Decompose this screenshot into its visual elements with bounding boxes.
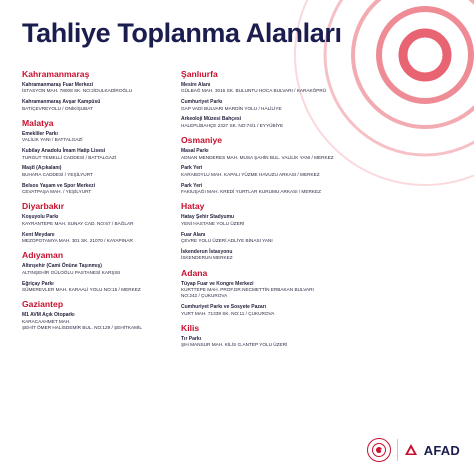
list-item — [181, 116, 389, 129]
footer-logos — [367, 438, 460, 462]
location-address: MEZOPOTAMYA MAH. 301 SK. 21070 / KAYAPINAR — [22, 238, 133, 244]
location-name: Eğriçay Parkı — [22, 280, 54, 287]
list-item — [181, 99, 389, 112]
list-item — [181, 183, 389, 196]
location-address-line2: ŞEHİT ÖMER HALİSDEMİR BUL. NO:129 / ŞEHİTKAMİL — [22, 325, 142, 331]
location-name: Park Yeri — [181, 182, 203, 189]
location-name: Kent Meydanı — [22, 231, 55, 238]
list-item — [181, 214, 389, 227]
city-heading: Malatya — [22, 118, 54, 129]
afad-logo-text: AFAD — [423, 442, 460, 458]
location-name: Cumhuriyet Parkı ve Sosyete Pazarı — [181, 304, 267, 311]
location-address: BATIÇEVREYOLU / ONİKİŞUBAT — [22, 105, 93, 111]
location-address: GAP VADİ BULVARI MARDİN YOLU / HALİLİYE — [181, 105, 282, 111]
location-name: Emekliler Parkı — [22, 131, 58, 138]
location-address: KARACAAHMET MAH. — [22, 318, 71, 324]
list-item — [181, 165, 389, 178]
afad-emblem-icon — [404, 443, 418, 457]
location-name: İskenderun İstasyonu — [181, 248, 233, 255]
location-address: TURGUT TEMELLİ CADDESİ / BATTALGAZİ — [22, 154, 117, 160]
location-address: GÜLBAĞ MAH. 3016 SK. BULUNTU HOCA BULVARI / KARAKÖPRÜ — [181, 88, 327, 94]
city-heading: Adana — [181, 267, 208, 278]
location-name: Fuar Alanı — [181, 231, 206, 238]
city-block — [181, 135, 389, 195]
logo-divider — [397, 439, 398, 461]
location-address: İSTASYON MAH. 78008 SK. NO:2/DULKADİROĞLU — [22, 88, 133, 94]
location-name: Masal Parkı — [181, 148, 209, 155]
location-name: Kahramanmaraş Avşar Kampüsü — [22, 99, 101, 106]
location-address: ÇEVRE YOLU ÜZERİ ADLİYE BİNASI YANI — [181, 238, 273, 244]
city-block — [181, 268, 389, 317]
city-heading: Osmaniye — [181, 135, 223, 146]
location-name: M1 AVM Açık Otoparkı — [22, 312, 75, 319]
city-heading: Gaziantep — [22, 299, 64, 310]
location-address: VALİLİK YANI / BATTALGAZİ — [22, 137, 83, 143]
location-name: Arkeoloji Müzesi Bahçesi — [181, 116, 242, 123]
location-address: HALEPLİBAHÇE 2327 SK. NO:74/1 / EYYÜBİYE — [181, 122, 284, 128]
city-heading: Adıyaman — [22, 250, 64, 261]
list-item — [181, 148, 389, 161]
list-item — [181, 232, 389, 245]
location-address: CEVATPAŞA MAH. / YEŞİLYURT — [22, 189, 92, 195]
location-name: Cumhuriyet Parkı — [181, 99, 223, 106]
location-name: Hatay Şehir Stadyumu — [181, 214, 235, 221]
location-name: Belsos Yaşam ve Spor Merkezi — [22, 182, 96, 189]
city-block — [181, 323, 389, 349]
location-name: Tır Parkı — [181, 336, 202, 343]
location-name: Tüyap Fuar ve Kongre Merkezi — [181, 280, 254, 287]
location-name: Park Yeri — [181, 165, 203, 172]
location-name: Mesire Alanı — [181, 82, 211, 88]
location-address: SÜMEREVLER MAH. KARAALİ YOLU NO:15 / MERKEZ — [22, 287, 141, 293]
location-name: Koşuyolu Parkı — [22, 214, 59, 221]
page-title: Tahliye Toplanma Alanları — [22, 18, 342, 48]
location-name: Kubilay Anadolu İmam Hatip Lisesi — [22, 148, 106, 155]
location-address: KARABOYLU MAH. KAPALI YÜZME HAVUZU ARKASI / MERKEZ — [181, 171, 320, 177]
city-heading: Diyarbakır — [22, 201, 65, 212]
city-block — [181, 201, 389, 261]
list-item — [181, 281, 389, 300]
location-address: YENİ HASTANE YOLU ÜZERİ — [181, 220, 245, 226]
list-item — [181, 336, 389, 349]
location-address: BUHARA CADDESİ / YEŞİLYURT — [22, 171, 93, 177]
government-seal-icon — [367, 438, 391, 462]
location-address: KAYRANTEPE MAH. SUNAY CAD. NO:67 / BAĞLAR — [22, 220, 134, 226]
city-block — [181, 69, 389, 129]
city-heading: Kahramanmaraş — [22, 69, 90, 79]
location-address: YURT MAH. 71339 SK. NO:11 / ÇUKUROVA — [181, 310, 275, 316]
location-address-line2: NO:242 / ÇUKUROVA — [181, 293, 228, 299]
city-heading: Kilis — [181, 323, 200, 334]
location-address: İSKENDERUN MERKEZ — [181, 255, 233, 261]
location-name: Altınşehir (Cami Önüne Taşınmış) — [22, 263, 102, 270]
location-address: ALTINŞEHİR GÜLOĞLU PASTANESİ KARŞISI — [22, 269, 121, 275]
location-name: Maştî (Açıkalanı) — [22, 165, 62, 172]
city-heading: Şanlıurfa — [181, 69, 218, 79]
location-address: FAKIUŞAĞI MAH. KREDİ YURTLAR KURUMU ARKASI / MERKEZ — [181, 189, 321, 195]
location-address: ADNAN MENDERES MAH. MUSA ŞAHİN BUL. VALİLİK YANI / MERKEZ — [181, 154, 334, 160]
location-name: Kahramanmaraş Fuar Merkezi — [22, 82, 94, 88]
location-address: KURTTEPE MAH. PROF.DR.NECMETTİN ERBAKAN BULVARI — [181, 287, 314, 293]
city-heading: Hatay — [181, 201, 205, 212]
list-item — [181, 304, 389, 317]
list-item — [181, 82, 389, 95]
list-item — [181, 249, 389, 262]
right-column — [181, 69, 389, 355]
location-address: ŞIH MANSUR MAH. KİLİS G.ANTEP YOLU ÜZERİ — [181, 342, 288, 348]
